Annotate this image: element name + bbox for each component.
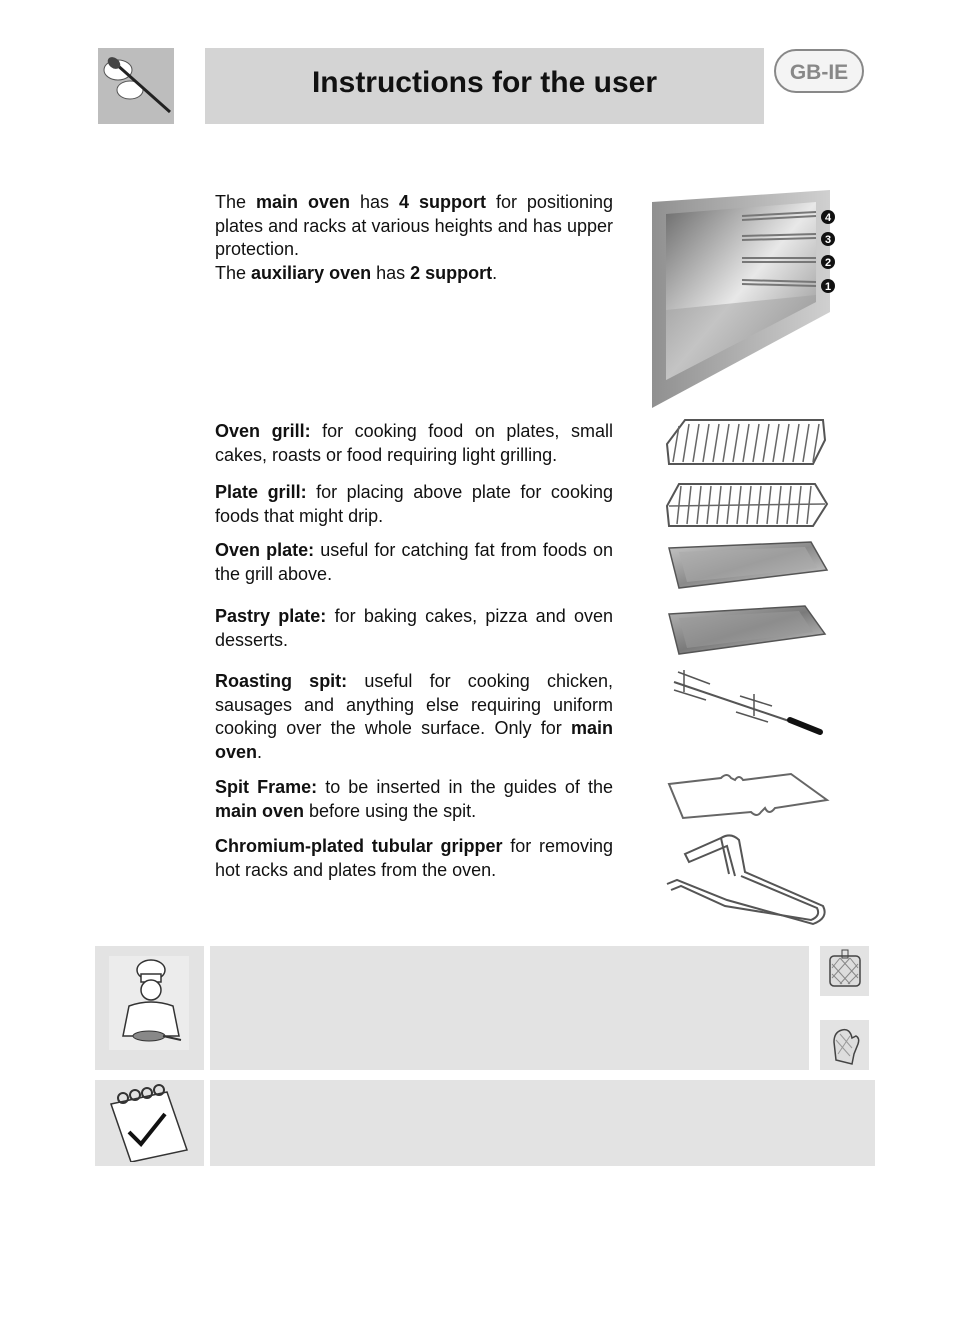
potholder-icon	[820, 946, 869, 996]
roasting-spit-description: Roasting spit: useful for cooking chicken, sausages and anything else requiring uniform cooking over the whole surface. Only for main oven.	[215, 671, 614, 762]
pastry-plate-illustration	[665, 604, 830, 656]
level-2: 2	[824, 257, 832, 269]
chef-icon-panel	[95, 946, 204, 1070]
oven-grill-illustration	[665, 418, 830, 468]
pastry-plate-description: Pastry plate: for baking cakes, pizza and oven desserts.	[215, 606, 614, 650]
page-title: Instructions for the user	[311, 66, 658, 99]
note-box	[210, 1080, 875, 1166]
chef-icon	[109, 956, 189, 1050]
gripper-description: Chromium-plated tubular gripper for removing hot racks and plates from the oven.	[215, 836, 613, 880]
chef-note-box	[210, 946, 809, 1070]
level-4: 4	[824, 212, 832, 224]
level-3: 3	[824, 234, 832, 246]
level-1: 1	[824, 281, 832, 293]
spit-frame-illustration	[665, 770, 830, 822]
roasting-spit-illustration	[670, 668, 830, 740]
title-bar	[205, 48, 764, 124]
oven-mitt-icon	[820, 1020, 869, 1070]
oven-plate-description: Oven plate: useful for catching fat from foods on the grill above.	[215, 540, 614, 584]
plate-grill-illustration	[665, 480, 830, 530]
notepad-check-icon	[107, 1084, 191, 1162]
logo-spoon-hat-icon	[98, 48, 174, 124]
oven-plate-illustration	[665, 540, 830, 592]
auxiliary-paragraph: The auxiliary oven has 2 support.	[215, 263, 498, 283]
language-badge: GB-IE	[774, 49, 864, 93]
oven-cavity-illustration	[650, 190, 840, 410]
spit-frame-description: Spit Frame: to be inserted in the guides of the main oven before using the spit.	[215, 777, 613, 821]
gripper-illustration	[665, 832, 830, 927]
oven-grill-description: Oven grill: for cooking food on plates, small cakes, roasts or food requiring light grilling.	[215, 421, 613, 465]
notepad-icon-panel	[95, 1080, 204, 1166]
plate-grill-description: Plate grill: for placing above plate for cooking foods that might drip.	[215, 482, 613, 526]
intro-paragraph: The main oven has 4 support for positioning plates and racks at various heights and has upper protection.	[215, 192, 613, 259]
oven-level-markers	[820, 209, 836, 299]
